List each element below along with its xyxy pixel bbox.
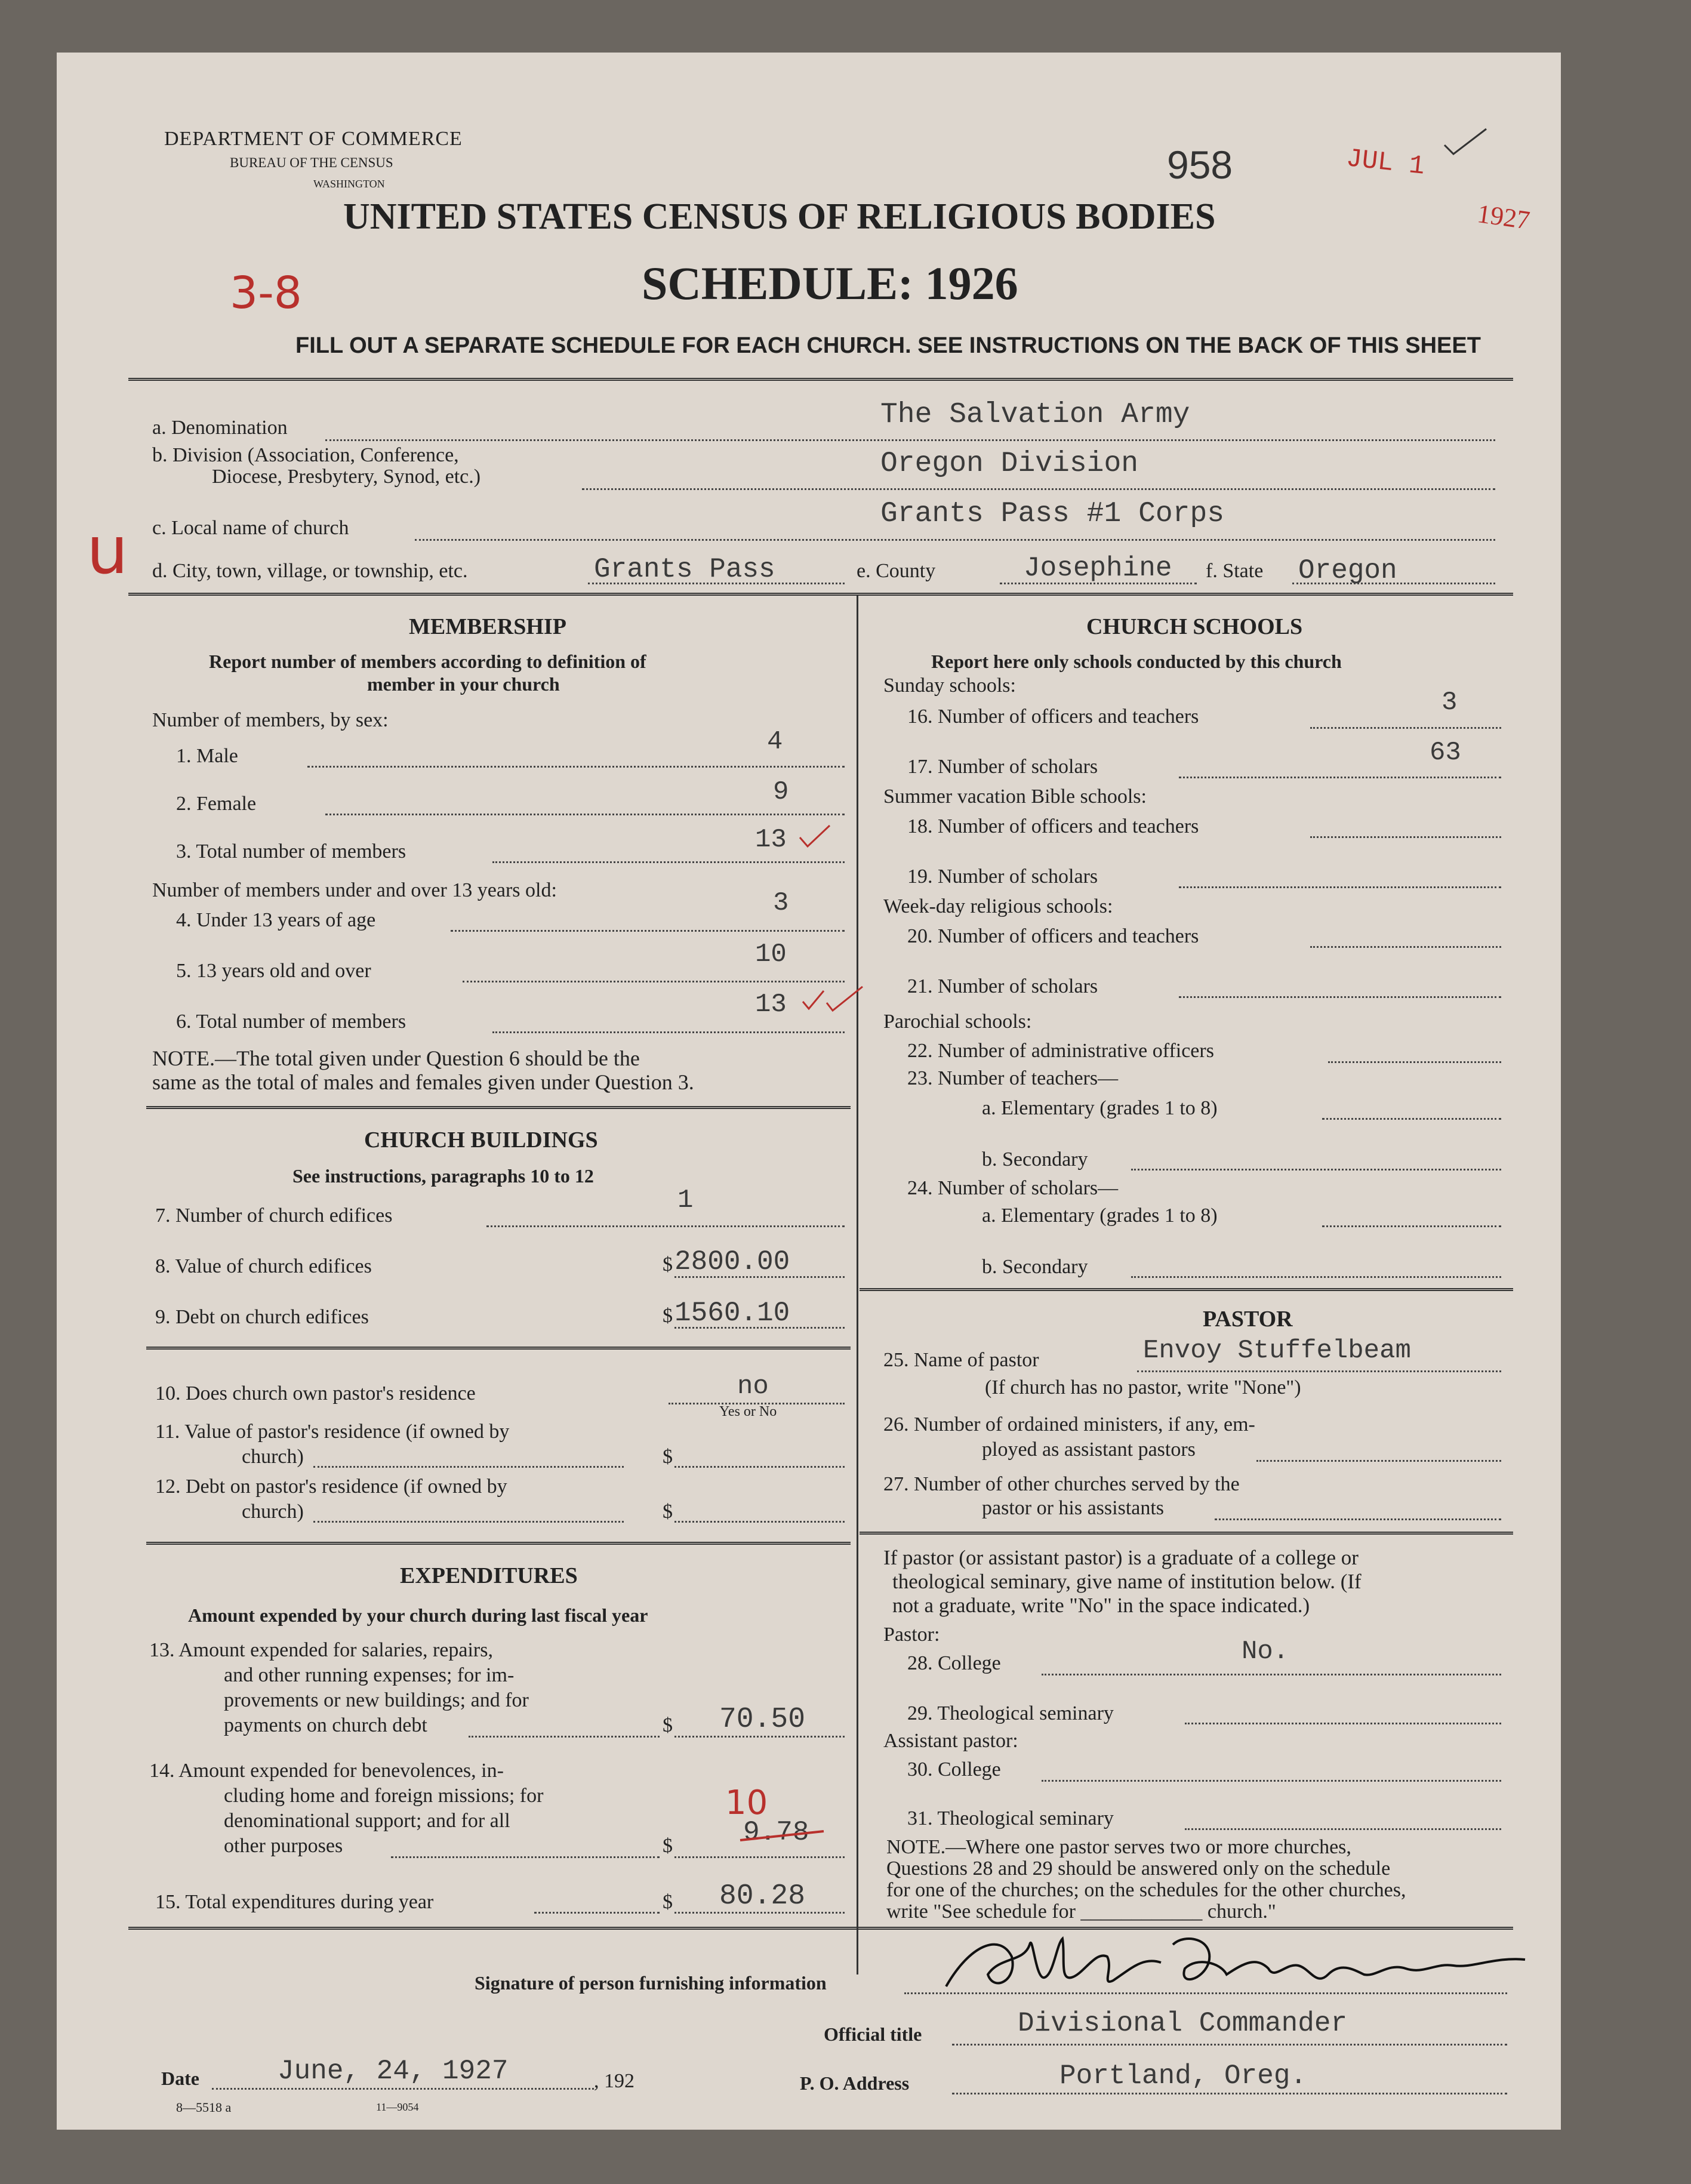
assistant-pastor-sublabel: Assistant pastor: — [883, 1730, 1018, 1752]
q6-label: 6. Total number of members — [176, 1011, 406, 1033]
q13-line — [674, 1736, 845, 1738]
q3-value: 13 — [755, 825, 787, 855]
q3-line — [492, 861, 845, 863]
separate-schedule-instruction: FILL OUT A SEPARATE SCHEDULE FOR EACH CHURCH. SEE INSTRUCTIONS ON THE BACK OF THIS SHEET — [295, 333, 1481, 358]
q11-leader — [313, 1466, 624, 1468]
denomination-value: The Salvation Army — [880, 399, 1190, 431]
q24a-label: a. Elementary (grades 1 to 8) — [982, 1205, 1218, 1227]
by-sex-label: Number of members, by sex: — [152, 709, 389, 731]
q26-line — [1256, 1460, 1501, 1462]
received-stamp-date: JUL 1 — [1344, 144, 1427, 182]
membership-sub-2: member in your church — [367, 673, 560, 695]
county-label: e. County — [857, 560, 936, 582]
division-line — [582, 488, 1495, 490]
official-title-label: Official title — [824, 2023, 922, 2045]
schedule-title: SCHEDULE: 1926 — [642, 257, 1018, 309]
q12-label-2: church) — [242, 1501, 304, 1523]
q13-value: 70.50 — [719, 1704, 806, 1736]
q31-label: 31. Theological seminary — [907, 1807, 1114, 1829]
q16-value: 3 — [1441, 688, 1458, 717]
q12-leader — [313, 1521, 624, 1523]
q21-line — [1179, 996, 1501, 998]
q12-dollar: $ — [663, 1501, 673, 1523]
q23a-label: a. Elementary (grades 1 to 8) — [982, 1097, 1218, 1119]
date-year-suffix: , 192 — [594, 2070, 634, 2092]
q28-line — [1042, 1674, 1501, 1675]
buildings-mid-divider — [146, 1347, 851, 1350]
q27-label-1: 27. Number of other churches served by the — [883, 1473, 1240, 1495]
pastor-note-1: NOTE.—Where one pastor serves two or more churches, — [886, 1836, 1351, 1858]
q14-line — [674, 1856, 845, 1858]
q8-label: 8. Value of church edifices — [155, 1255, 372, 1277]
q13-leader — [469, 1736, 660, 1738]
q11-dollar: $ — [663, 1446, 673, 1468]
pastor-note-3: for one of the churches; on the schedules for the other churches, — [886, 1879, 1406, 1901]
date-line — [212, 2088, 594, 2090]
q1-value: 4 — [767, 727, 783, 757]
q17-value: 63 — [1430, 738, 1461, 768]
local-name-line — [415, 539, 1495, 541]
q15-value: 80.28 — [719, 1880, 806, 1912]
strikethrough-mark — [737, 1819, 827, 1855]
under-over-label: Number of members under and over 13 years old: — [152, 879, 557, 901]
q5-value: 10 — [755, 939, 787, 969]
q8-value: 2800.00 — [674, 1246, 790, 1277]
q23b-label: b. Secondary — [982, 1148, 1088, 1170]
pastor-sublabel: Pastor: — [883, 1624, 940, 1646]
buildings-sub: See instructions, paragraphs 10 to 12 — [292, 1165, 594, 1187]
column-divider — [857, 596, 858, 1974]
q17-label: 17. Number of scholars — [907, 756, 1098, 778]
division-label-1: b. Division (Association, Conference, — [152, 444, 459, 466]
q7-value: 1 — [677, 1185, 694, 1215]
q14-label-4: other purposes — [224, 1835, 343, 1857]
po-address-line — [952, 2093, 1507, 2094]
state-value: Oregon — [1298, 555, 1397, 586]
q13-label-2: and other running expenses; for im- — [224, 1664, 515, 1686]
q23b-line — [1131, 1169, 1501, 1170]
q31-line — [1185, 1828, 1501, 1830]
q9-value: 1560.10 — [674, 1298, 790, 1329]
pastor-title: PASTOR — [1203, 1307, 1293, 1332]
q16-label: 16. Number of officers and teachers — [907, 706, 1199, 728]
local-name-value: Grants Pass #1 Corps — [880, 498, 1225, 530]
q20-line — [1310, 946, 1501, 948]
stamp-number: 958 — [1167, 143, 1233, 187]
q16-line — [1310, 727, 1501, 729]
summer-schools-label: Summer vacation Bible schools: — [883, 785, 1147, 808]
q11-line — [674, 1466, 845, 1468]
membership-note-1: NOTE.—The total given under Question 6 should be the — [152, 1046, 640, 1070]
q4-value: 3 — [773, 888, 789, 918]
county-value: Josephine — [1024, 553, 1172, 584]
local-name-label: c. Local name of church — [152, 517, 349, 539]
q14-label-2: cluding home and foreign missions; for — [224, 1785, 544, 1807]
q6-line — [492, 1031, 845, 1033]
q5-line — [463, 981, 845, 982]
pastor-note-4: write "See schedule for ____________ church." — [886, 1900, 1276, 1923]
checkmark-icon — [1441, 124, 1489, 160]
q5-label: 5. 13 years old and over — [176, 960, 371, 982]
schools-title: CHURCH SCHOOLS — [1086, 614, 1303, 639]
q20-label: 20. Number of officers and teachers — [907, 925, 1199, 947]
q14-label-1: 14. Amount expended for benevolences, in- — [149, 1760, 504, 1782]
q30-line — [1042, 1780, 1501, 1782]
q9-label: 9. Debt on church edifices — [155, 1306, 369, 1328]
po-address-value: Portland, Oreg. — [1059, 2060, 1307, 2091]
city-value: Grants Pass — [594, 554, 775, 585]
margin-mark: u — [87, 512, 128, 589]
department-label: DEPARTMENT OF COMMERCE — [164, 128, 463, 150]
q21-label: 21. Number of scholars — [907, 975, 1098, 997]
q1-line — [307, 766, 845, 768]
q12-label-1: 12. Debt on pastor's residence (if owned by — [155, 1475, 507, 1498]
q10-label: 10. Does church own pastor's residence — [155, 1382, 476, 1404]
division-label-2: Diocese, Presbytery, Synod, etc.) — [212, 466, 481, 488]
q26-label-1: 26. Number of ordained ministers, if any, em- — [883, 1413, 1255, 1436]
official-title-value: Divisional Commander — [1018, 2008, 1348, 2039]
po-address-label: P. O. Address — [800, 2072, 910, 2094]
yes-no-hint: Yes or No — [719, 1404, 777, 1419]
weekday-schools-label: Week-day religious schools: — [883, 895, 1113, 917]
membership-sub-1: Report number of members according to definition of — [209, 651, 646, 672]
date-value: June, 24, 1927 — [278, 2056, 509, 2087]
form-code: 11—9054 — [376, 2101, 419, 2113]
q25-hint: (If church has no pastor, write "None") — [985, 1376, 1301, 1399]
q18-label: 18. Number of officers and teachers — [907, 815, 1199, 837]
q14-leader — [391, 1856, 660, 1858]
q13-label-3: provements or new buildings; and for — [224, 1689, 529, 1711]
q23-label: 23. Number of teachers— — [907, 1067, 1119, 1089]
handwritten-code: 3-8 — [230, 267, 302, 319]
header-divider — [128, 378, 1513, 381]
q13-dollar: $ — [663, 1714, 673, 1736]
q22-label: 22. Number of administrative officers — [907, 1040, 1214, 1062]
q2-line — [325, 814, 845, 815]
state-label: f. State — [1206, 560, 1264, 582]
q24a-line — [1322, 1225, 1501, 1227]
form-number: 8—5518 a — [176, 2100, 232, 2115]
graduate-text-2: theological seminary, give name of institution below. (If — [892, 1570, 1362, 1593]
city-field-label: d. City, town, village, or township, etc. — [152, 560, 468, 582]
signature-label: Signature of person furnishing information — [475, 1972, 827, 1994]
received-stamp-year: 1927 — [1476, 199, 1532, 235]
q14-label-3: denominational support; and for all — [224, 1810, 510, 1832]
q26-label-2: ployed as assistant pastors — [982, 1438, 1196, 1461]
q25-value: Envoy Stuffelbeam — [1143, 1336, 1411, 1366]
graduate-text-1: If pastor (or assistant pastor) is a graduate of a college or — [883, 1546, 1359, 1569]
sunday-schools-label: Sunday schools: — [883, 674, 1016, 697]
q3-label: 3. Total number of members — [176, 840, 406, 862]
official-title-line — [952, 2044, 1507, 2046]
division-value: Oregon Division — [880, 448, 1139, 480]
q30-label: 30. College — [907, 1758, 1001, 1781]
parochial-schools-label: Parochial schools: — [883, 1011, 1032, 1033]
q11-label-1: 11. Value of pastor's residence (if owned by — [155, 1421, 510, 1443]
form-title: UNITED STATES CENSUS OF RELIGIOUS BODIES — [343, 196, 1216, 237]
q15-dollar: $ — [663, 1891, 673, 1913]
schools-sub: Report here only schools conducted by this church — [931, 651, 1342, 672]
q7-line — [486, 1225, 845, 1227]
q29-label: 29. Theological seminary — [907, 1702, 1114, 1724]
expenditures-sub: Amount expended by your church during last fiscal year — [188, 1604, 648, 1626]
state-line — [1292, 583, 1495, 584]
buildings-divider — [146, 1542, 851, 1545]
pastor-divider — [860, 1532, 1513, 1535]
q11-label-2: church) — [242, 1446, 304, 1468]
q4-label: 4. Under 13 years of age — [176, 909, 376, 931]
q8-dollar: $ — [663, 1253, 673, 1276]
checkmark-icon — [797, 823, 833, 852]
q13-label-1: 13. Amount expended for salaries, repairs, — [149, 1639, 493, 1661]
denomination-line — [325, 439, 1495, 441]
q18-line — [1310, 836, 1501, 838]
q6-value: 13 — [755, 990, 787, 1019]
q19-label: 19. Number of scholars — [907, 865, 1098, 888]
q25-line — [1137, 1370, 1501, 1372]
q17-line — [1179, 777, 1501, 778]
q1-label: 1. Male — [176, 745, 238, 767]
buildings-title: CHURCH BUILDINGS — [364, 1128, 598, 1153]
identity-divider — [128, 593, 1513, 596]
handwritten-signature — [934, 1921, 1531, 2004]
membership-title: MEMBERSHIP — [409, 614, 566, 639]
q12-line — [674, 1521, 845, 1523]
q9-dollar: $ — [663, 1305, 673, 1327]
expenditures-title: EXPENDITURES — [400, 1563, 578, 1588]
q15-leader — [534, 1912, 660, 1914]
membership-divider — [146, 1106, 851, 1109]
q7-label: 7. Number of church edifices — [155, 1205, 393, 1227]
q13-label-4: payments on church debt — [224, 1714, 427, 1736]
q28-label: 28. College — [907, 1652, 1001, 1674]
q15-label: 15. Total expenditures during year — [155, 1891, 434, 1913]
q28-value: No. — [1242, 1637, 1289, 1667]
checkmark-icon — [800, 984, 865, 1019]
q10-value: no — [737, 1372, 769, 1401]
pastor-note-2: Questions 28 and 29 should be answered only on the schedule — [886, 1858, 1391, 1880]
q4-line — [451, 930, 845, 932]
q25-label: 25. Name of pastor — [883, 1349, 1039, 1371]
q24-label: 24. Number of scholars— — [907, 1177, 1119, 1199]
graduate-text-3: not a graduate, write "No" in the space indicated.) — [892, 1594, 1310, 1617]
county-line — [1000, 583, 1197, 584]
schools-divider — [860, 1288, 1513, 1291]
q2-label: 2. Female — [176, 793, 257, 815]
census-form-sheet — [57, 53, 1561, 2130]
q27-label-2: pastor or his assistants — [982, 1497, 1165, 1519]
date-label: Date — [161, 2068, 199, 2089]
q27-line — [1215, 1518, 1501, 1520]
q14-dollar: $ — [663, 1835, 673, 1857]
q29-line — [1185, 1723, 1501, 1724]
q22-line — [1328, 1061, 1501, 1063]
city-line — [588, 583, 845, 584]
denomination-label: a. Denomination — [152, 417, 288, 439]
q19-line — [1179, 886, 1501, 888]
membership-note-2: same as the total of males and females given under Question 3. — [152, 1070, 694, 1094]
q14-correction: 10 — [725, 1783, 768, 1822]
q23a-line — [1322, 1118, 1501, 1120]
city-label: WASHINGTON — [313, 178, 385, 190]
q14-value: 9.78 — [743, 1817, 809, 1848]
q24b-line — [1131, 1276, 1501, 1278]
bureau-label: BUREAU OF THE CENSUS — [230, 155, 393, 170]
q24b-label: b. Secondary — [982, 1256, 1088, 1278]
q2-value: 9 — [773, 777, 789, 807]
